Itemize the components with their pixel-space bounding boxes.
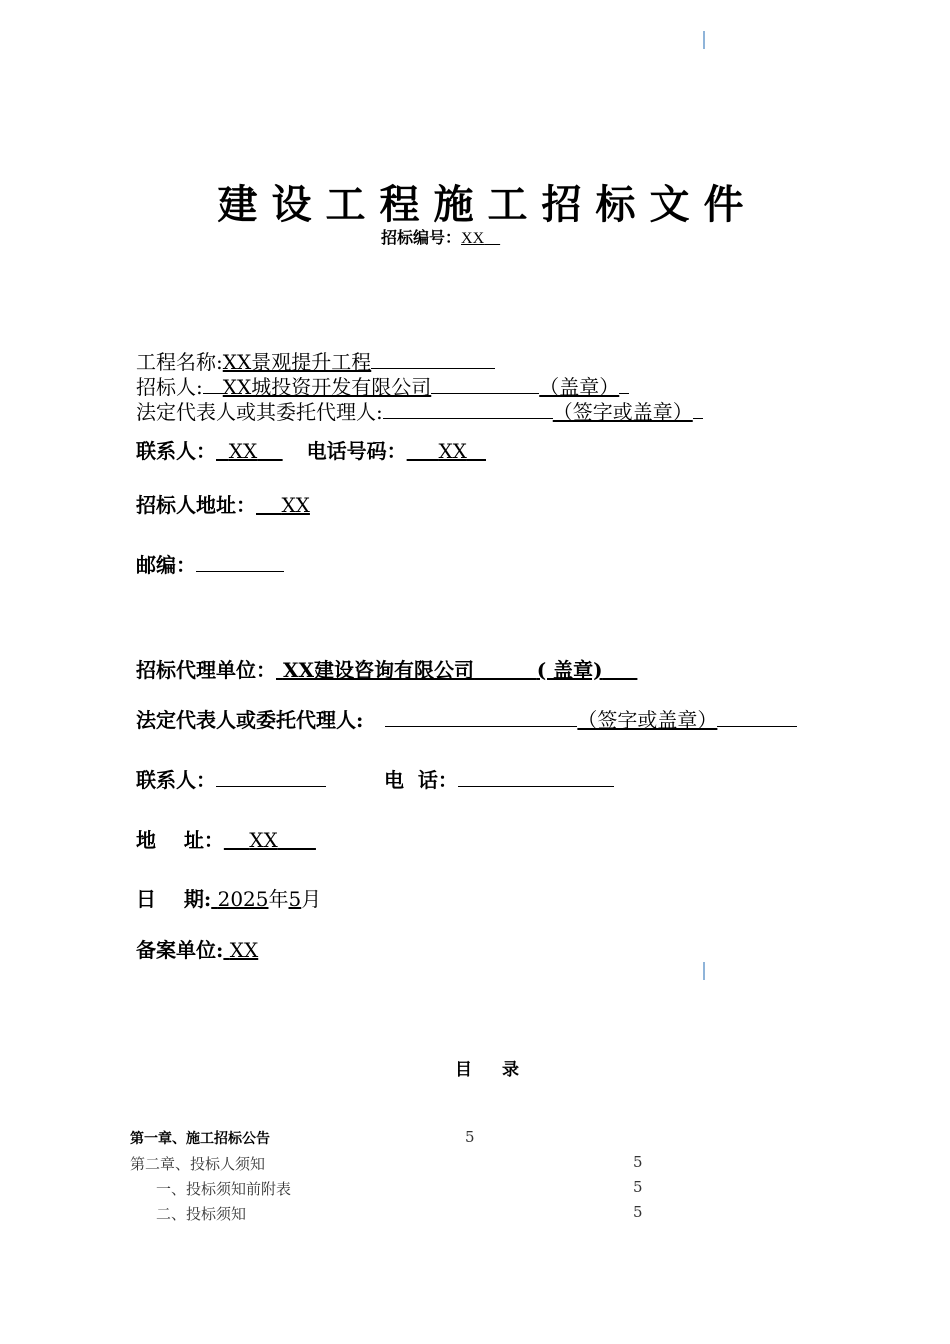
contact-label: 联系人： (136, 439, 216, 463)
agency-address-line (136, 824, 316, 853)
phone-value: XX (438, 439, 467, 463)
agency-label: 招标代理单位： (136, 658, 276, 682)
agency-contact-label: 联系人： (136, 768, 216, 792)
filing-unit-label: 备案单位: (136, 938, 224, 962)
contact-line (136, 435, 486, 464)
toc-item[interactable] (156, 1203, 246, 1224)
toc-item[interactable] (130, 1153, 265, 1174)
tenderer-address-label: 招标人地址： (136, 493, 256, 517)
agency-representative-sign: （签字或盖章） (577, 708, 718, 732)
postcode-blank (196, 550, 284, 572)
tenderer-value: XX城投资开发有限公司 (222, 375, 432, 399)
project-name-blank (371, 347, 495, 369)
agency-contact-blank (216, 765, 326, 787)
toc-item-page: 5 (633, 1203, 643, 1221)
tenderer-label: 招标人: (136, 375, 203, 399)
postcode-label: 邮编： (136, 553, 196, 577)
date-month: 5 (288, 887, 302, 911)
tenderer-address-line (136, 489, 310, 518)
agency-phone-label: 电 话： (384, 768, 458, 792)
tenderer-address-value: XX (281, 493, 310, 517)
bid-number (381, 225, 500, 248)
legal-representative-label: 法定代表人或其委托代理人: (136, 400, 383, 424)
project-name-value: XX景观提升工程 (222, 350, 372, 374)
toc-item-page: 5 (633, 1178, 643, 1196)
agency-representative-label: 法定代表人或委托代理人: (136, 708, 364, 732)
bid-number-label: 招标编号： (381, 228, 462, 247)
text-cursor-mark (703, 31, 705, 49)
filing-unit-line (136, 934, 258, 963)
project-name-label: 工程名称: (136, 350, 223, 374)
toc-item-label: 一、投标须知前附表 (156, 1180, 292, 1198)
legal-representative-sign: （签字或盖章） (552, 400, 693, 424)
toc-item-label: 第二章、投标人须知 (130, 1155, 266, 1173)
legal-representative-line (136, 396, 703, 425)
date-line (136, 883, 321, 912)
phone-label: 电话号码： (306, 439, 407, 463)
agency-value: XX建设咨询有限公司 (282, 658, 475, 682)
contact-value: XX (228, 439, 258, 463)
toc-item[interactable] (156, 1178, 291, 1199)
toc-item[interactable] (130, 1128, 270, 1148)
agency-address-value: XX (249, 828, 278, 852)
agency-address-label: 地 址： (136, 828, 224, 852)
toc-item-label: 二、投标须知 (156, 1205, 247, 1223)
date-year-unit: 年 (268, 887, 289, 911)
document-title: 建设工程施工招标文件 (217, 182, 758, 228)
toc-item-page: 5 (465, 1128, 475, 1146)
date-month-unit: 月 (301, 887, 322, 911)
tenderer-seal: （盖章） (539, 375, 620, 399)
toc-item-page: 5 (633, 1153, 643, 1171)
agency-contact-line (136, 764, 614, 793)
date-label: 日 期: (136, 887, 212, 911)
text-cursor-mark (703, 962, 705, 980)
agency-representative-blank (385, 705, 577, 727)
postcode-line (136, 549, 284, 578)
date-year: 2025 (217, 887, 269, 911)
toc-item-label: 第一章、施工招标公告 (130, 1131, 270, 1147)
agency-representative-line (136, 704, 797, 733)
agency-seal: ( 盖章) (536, 658, 603, 682)
bid-number-value: XX (461, 230, 485, 247)
agency-phone-blank (458, 765, 614, 787)
filing-unit-value: XX (229, 938, 259, 962)
agency-line (136, 654, 637, 683)
toc-title: 目录 (455, 1060, 549, 1080)
legal-representative-blank (383, 397, 553, 419)
